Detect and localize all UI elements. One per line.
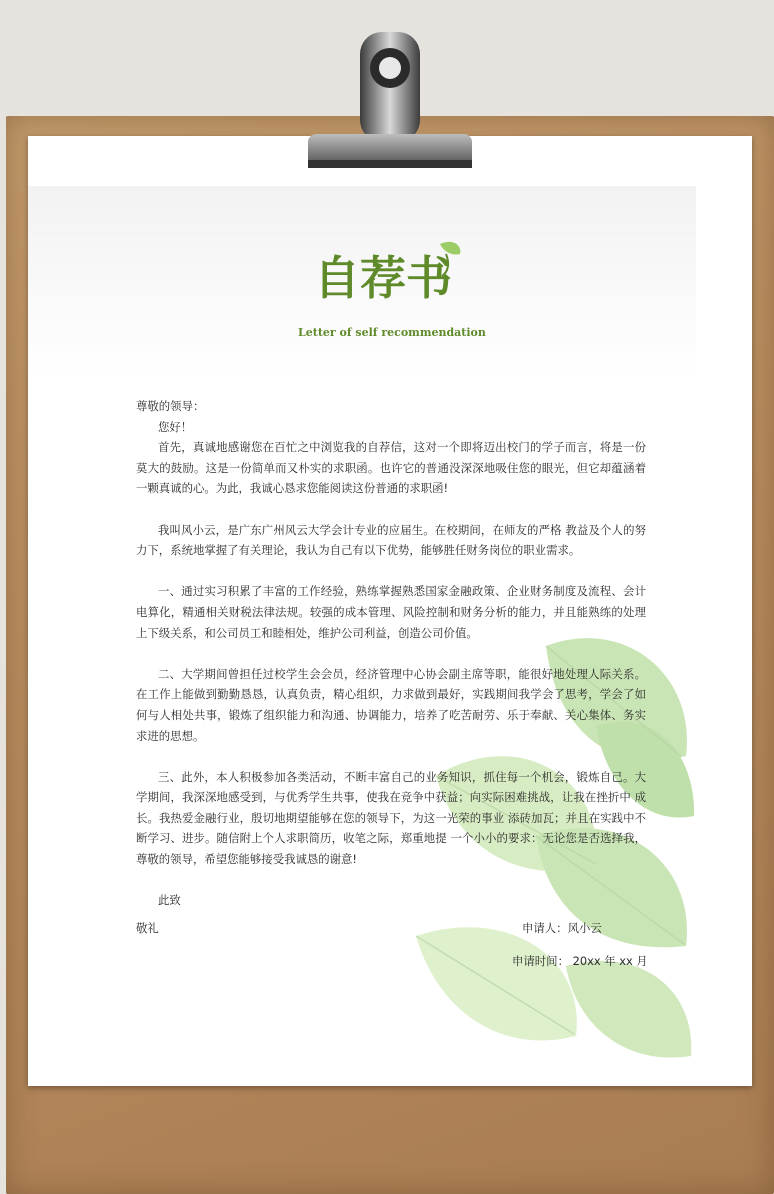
logo-title-text: 自荐书 [314,251,452,305]
paragraph-background: 我叫风小云，是广东广州风云大学会计专业的应届生。在校期间，在师友的严格 教益及个人的努力下，系统地掌握了有关理论，我认为自己有以下优势，能够胜任财务岗位的职业需求。 [136,522,646,558]
logo-title [284,236,484,316]
salutation: 尊敬的领导： [136,399,205,413]
paragraph-point-3: 三、此外，本人积极参加各类活动，不断丰富自己的业务知识，抓住每一个机会，锻炼自己。大学期间，我深深地感受到，与优秀学生共事，使我在竞争中获益；向实际困难挑战，让我在挫折中 成长。我热爱金融行业，殷切地期望能够在您的领导下，为这一光荣的事业 添砖加瓦；并且在实践中不断学习、进步。随信附上个人求职简历，收笔之际，郑重地提 一个小小的要求：无论您是否选择我，尊敬的领导，希望您能够接受我诚恳的谢意! [136,769,646,867]
closing-2: 敬礼 [136,921,159,935]
subtitle: Letter of self recommendation [298,326,486,339]
paragraph-intro: 首先，真诚地感谢您在百忙之中浏览我的自荐信，这对一个即将迈出校门的学子而言，将是一份莫大的鼓励。这是一份简单而又朴实的求职函。也许它的普通没深深地吸住您的眼光，但它却蕴涵着一颗真诚的心。为此，我诚心恳求您能阅读这份普通的求职函! [136,440,646,496]
binder-clip [300,26,480,176]
paragraph-point-2: 二、大学期间曾担任过校学生会会员，经济管理中心协会副主席等职，能很好地处理人际关系。在工作上能做到勤勤恳恳，认真负责，精心组织，力求做到最好，实践期间我学会了思考，学会了如何与人相处共事，锻炼了组织能力和沟通、协调能力，培养了吃苦耐劳、乐于奉献、关心集体、务实求进的思想。 [136,666,646,743]
date-label: 申请时间： [512,954,569,968]
letter-body [136,396,646,911]
closing-1: 此致 [158,893,181,908]
date-value: 20xx 年 xx 月 [572,954,648,968]
application-date [512,953,648,969]
applicant: 申请人：风小云 [522,921,602,935]
greeting: 您好！ [158,419,193,434]
paragraph-point-1: 一、通过实习积累了丰富的工作经验，熟练掌握熟悉国家金融政策、企业财务制度及流程、会计电算化，精通相关财税法律法规。较强的成本管理、风险控制和财务分析的能力，并且能熟练的处理上下级关系，和公司员工和睦相处，维护公司利益，创造公司价值。 [136,584,646,640]
